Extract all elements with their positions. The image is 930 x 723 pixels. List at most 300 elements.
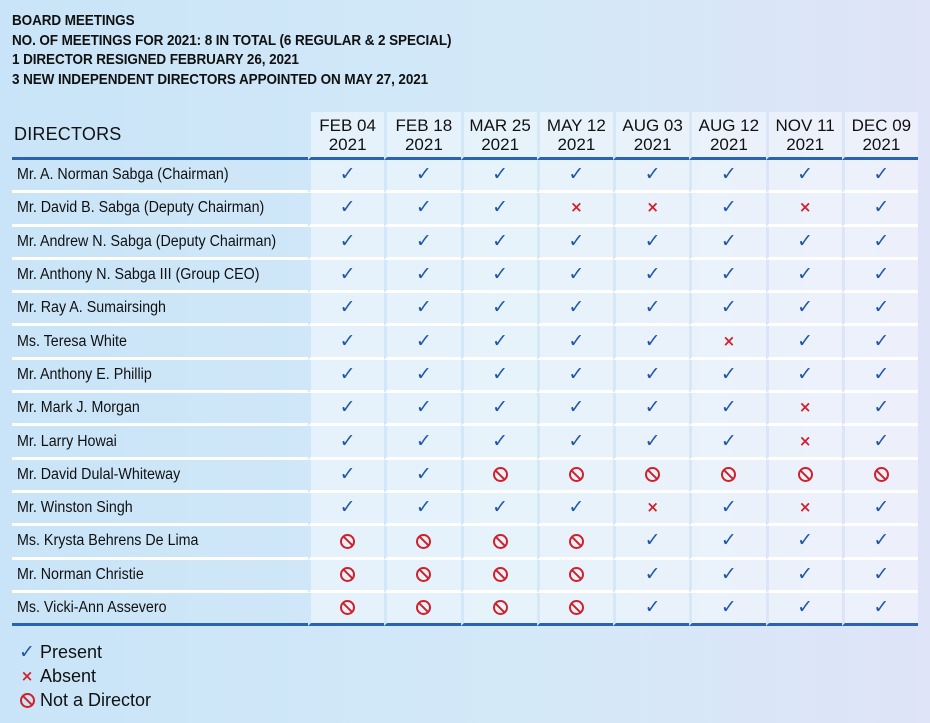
- director-name-cell: [12, 593, 308, 626]
- director-name-cell: [12, 460, 308, 493]
- check-icon: ✓: [644, 396, 661, 419]
- attendance-cell: [308, 526, 384, 559]
- meeting-year: 2021: [786, 134, 825, 154]
- attendance-cell: [308, 160, 384, 193]
- check-icon: ✓: [797, 562, 814, 585]
- check-icon: ✓: [568, 429, 585, 452]
- table-row: [12, 293, 918, 326]
- director-name-cell: [12, 326, 308, 359]
- check-icon: ✓: [492, 429, 509, 452]
- meeting-year: 2021: [328, 134, 367, 154]
- check-icon: ✓: [720, 163, 737, 186]
- check-icon: ✓: [720, 196, 737, 219]
- attendance-cell: [461, 193, 537, 226]
- attendance-cell: [461, 360, 537, 393]
- check-icon: ✓: [644, 362, 661, 385]
- meeting-year: 2021: [557, 134, 596, 154]
- attendance-cell: [689, 460, 765, 493]
- attendance-cell: [766, 560, 842, 593]
- attendance-cell: [537, 160, 613, 193]
- check-icon: ✓: [339, 196, 356, 219]
- meeting-year: 2021: [404, 134, 443, 154]
- legend-label: Absent: [40, 665, 97, 686]
- prohibited-icon: [493, 600, 508, 615]
- attendance-cell: [689, 393, 765, 426]
- check-icon: ✓: [415, 163, 432, 186]
- attendance-cell: [308, 460, 384, 493]
- director-name: Mr. David Dulal-Whiteway: [17, 465, 181, 483]
- cross-icon: ×: [20, 666, 34, 685]
- check-icon: ✓: [644, 596, 661, 618]
- cross-icon: ×: [722, 331, 736, 350]
- attendance-cell: [384, 493, 460, 526]
- attendance-cell: [537, 227, 613, 260]
- check-icon: ✓: [568, 329, 585, 352]
- check-icon: ✓: [415, 196, 432, 219]
- check-icon: ✓: [644, 229, 661, 252]
- check-icon: ✓: [644, 329, 661, 352]
- cross-icon: ×: [570, 198, 583, 217]
- prohibited-icon: [721, 467, 736, 482]
- table-row: [12, 560, 918, 593]
- meeting-column-header: [689, 112, 765, 160]
- check-icon: ✓: [415, 362, 432, 385]
- attendance-cell: [613, 560, 689, 593]
- meeting-year: 2021: [481, 134, 520, 154]
- attendance-cell: [766, 160, 842, 193]
- prohibited-icon: [645, 467, 660, 482]
- attendance-cell: [766, 193, 842, 226]
- check-icon: ✓: [415, 462, 432, 485]
- attendance-cell: [384, 193, 460, 226]
- prohibited-icon: [569, 567, 584, 582]
- prohibited-icon: [493, 567, 508, 582]
- attendance-cell: [384, 393, 460, 426]
- check-icon: ✓: [492, 163, 509, 186]
- check-icon: ✓: [568, 396, 585, 419]
- check-icon: ✓: [720, 229, 737, 252]
- meeting-column-header: [537, 112, 613, 160]
- check-icon: ✓: [720, 529, 737, 552]
- prohibited-icon: [340, 534, 355, 549]
- table-row: [12, 493, 918, 526]
- attendance-cell: [537, 193, 613, 226]
- attendance-cell: [384, 360, 460, 393]
- check-icon: ✓: [492, 263, 509, 286]
- meeting-year: 2021: [709, 134, 748, 154]
- attendance-cell: [766, 260, 842, 293]
- attendance-cell: [613, 193, 689, 226]
- attendance-cell: [766, 493, 842, 526]
- check-icon: ✓: [568, 496, 585, 519]
- cross-icon: ×: [798, 498, 812, 517]
- attendance-cell: [537, 526, 613, 559]
- attendance-cell: [537, 393, 613, 426]
- attendance-cell: [766, 426, 842, 459]
- attendance-cell: [537, 460, 613, 493]
- director-name-cell: [12, 560, 308, 593]
- attendance-cell: [384, 260, 460, 293]
- attendance-cell: [842, 493, 918, 526]
- attendance-cell: [461, 426, 537, 459]
- check-icon: ✓: [873, 562, 890, 585]
- attendance-cell: [537, 293, 613, 326]
- check-icon: ✓: [492, 196, 509, 219]
- check-icon: ✓: [568, 263, 585, 286]
- attendance-cell: [613, 460, 689, 493]
- attendance-cell: [766, 360, 842, 393]
- meeting-date: AUG 12: [698, 115, 760, 135]
- cross-icon: ×: [798, 398, 812, 417]
- director-name: Mr. Norman Christie: [17, 565, 144, 583]
- attendance-cell: [689, 326, 765, 359]
- check-icon: ✓: [720, 396, 737, 419]
- attendance-cell: [766, 293, 842, 326]
- check-icon: ✓: [492, 396, 509, 419]
- check-icon: ✓: [568, 163, 585, 186]
- prohibited-icon: [416, 534, 431, 549]
- legend-symbol: [16, 693, 38, 708]
- director-name: Ms. Teresa White: [17, 332, 127, 350]
- attendance-cell: [537, 360, 613, 393]
- attendance-cell: [842, 227, 918, 260]
- attendance-cell: [613, 227, 689, 260]
- prohibited-icon: [340, 567, 355, 582]
- check-icon: ✓: [720, 362, 737, 385]
- attendance-cell: [689, 560, 765, 593]
- attendance-cell: [461, 260, 537, 293]
- attendance-cell: [308, 393, 384, 426]
- cross-icon: ×: [646, 198, 659, 217]
- check-icon: ✓: [873, 196, 890, 219]
- check-icon: ✓: [339, 329, 356, 352]
- attendance-table-container: [12, 112, 918, 626]
- attendance-cell: [308, 593, 384, 626]
- director-name: Ms. Vicki-Ann Assevero: [17, 599, 167, 616]
- attendance-cell: [308, 293, 384, 326]
- attendance-cell: [537, 560, 613, 593]
- attendance-cell: [384, 460, 460, 493]
- check-icon: ✓: [339, 496, 356, 519]
- table-row: [12, 193, 918, 226]
- attendance-cell: [308, 426, 384, 459]
- prohibited-icon: [569, 467, 584, 482]
- meeting-column-header: [842, 112, 918, 160]
- attendance-cell: [461, 293, 537, 326]
- check-icon: ✓: [339, 462, 356, 485]
- check-icon: ✓: [415, 429, 432, 452]
- check-icon: ✓: [644, 562, 661, 585]
- attendance-cell: [766, 526, 842, 559]
- check-icon: ✓: [797, 529, 814, 552]
- heading-resignation-note: 1 DIRECTOR RESIGNED FEBRUARY 26, 2021: [12, 51, 299, 68]
- attendance-cell: [842, 593, 918, 626]
- check-icon: ✓: [492, 496, 509, 519]
- table-row: [12, 593, 918, 626]
- check-icon: ✓: [415, 496, 432, 519]
- director-name-cell: [12, 526, 308, 559]
- attendance-cell: [613, 426, 689, 459]
- prohibited-icon: [874, 467, 889, 482]
- attendance-cell: [842, 426, 918, 459]
- table-row: [12, 360, 918, 393]
- attendance-cell: [384, 426, 460, 459]
- check-icon: ✓: [644, 296, 661, 319]
- attendance-cell: [461, 460, 537, 493]
- check-icon: ✓: [492, 329, 509, 352]
- legend-label: Present: [40, 641, 103, 662]
- check-icon: ✓: [720, 596, 737, 618]
- check-icon: ✓: [415, 396, 432, 419]
- check-icon: ✓: [339, 396, 356, 419]
- attendance-cell: [461, 160, 537, 193]
- attendance-cell: [842, 260, 918, 293]
- director-name-cell: [12, 193, 308, 226]
- check-icon: ✓: [873, 163, 890, 186]
- attendance-cell: [766, 227, 842, 260]
- director-name: Ms. Krysta Behrens De Lima: [17, 532, 199, 550]
- check-icon: ✓: [720, 496, 737, 519]
- check-icon: ✓: [339, 163, 356, 186]
- attendance-cell: [384, 227, 460, 260]
- attendance-cell: [613, 360, 689, 393]
- meeting-column-header: [461, 112, 537, 160]
- attendance-cell: [461, 493, 537, 526]
- director-name-cell: [12, 227, 308, 260]
- meeting-year: 2021: [633, 134, 672, 154]
- check-icon: ✓: [415, 296, 432, 319]
- check-icon: ✓: [873, 329, 890, 352]
- director-name: Mr. Ray A. Sumairsingh: [17, 299, 166, 317]
- table-body: [12, 160, 918, 626]
- check-icon: ✓: [644, 529, 661, 552]
- report-heading: [12, 11, 500, 89]
- attendance-cell: [537, 426, 613, 459]
- attendance-cell: [766, 460, 842, 493]
- director-name-cell: [12, 426, 308, 459]
- legend-symbol: [16, 640, 38, 663]
- heading-title: BOARD MEETINGS: [12, 12, 135, 29]
- check-icon: ✓: [568, 229, 585, 252]
- prohibited-icon: [569, 600, 584, 615]
- legend-label: Not a Director: [40, 689, 152, 710]
- meeting-column-header: [384, 112, 460, 160]
- attendance-cell: [308, 227, 384, 260]
- check-icon: ✓: [720, 263, 737, 286]
- attendance-cell: [766, 593, 842, 626]
- attendance-cell: [689, 227, 765, 260]
- meeting-date: NOV 11: [775, 115, 835, 135]
- check-icon: ✓: [797, 296, 814, 319]
- check-icon: ✓: [797, 329, 814, 352]
- prohibited-icon: [416, 567, 431, 582]
- check-icon: ✓: [873, 296, 890, 319]
- meeting-year: 2021: [862, 134, 901, 154]
- attendance-cell: [461, 593, 537, 626]
- attendance-cell: [461, 560, 537, 593]
- check-icon: ✓: [339, 362, 356, 385]
- check-icon: ✓: [492, 229, 509, 252]
- director-name-cell: [12, 260, 308, 293]
- check-icon: ✓: [492, 296, 509, 319]
- check-icon: ✓: [873, 229, 890, 252]
- attendance-cell: [613, 326, 689, 359]
- attendance-cell: [689, 260, 765, 293]
- attendance-cell: [308, 360, 384, 393]
- attendance-cell: [613, 393, 689, 426]
- check-icon: ✓: [19, 640, 35, 663]
- attendance-cell: [613, 526, 689, 559]
- attendance-cell: [384, 526, 460, 559]
- meeting-column-header: [766, 112, 842, 160]
- attendance-cell: [766, 326, 842, 359]
- attendance-cell: [689, 193, 765, 226]
- director-name: Mr. David B. Sabga (Deputy Chairman): [17, 199, 265, 217]
- attendance-cell: [384, 326, 460, 359]
- meeting-date: AUG 03: [622, 115, 683, 135]
- check-icon: ✓: [873, 362, 890, 385]
- table-row: [12, 326, 918, 359]
- check-icon: ✓: [568, 296, 585, 319]
- director-name: Mr. Andrew N. Sabga (Deputy Chairman): [17, 232, 277, 250]
- check-icon: ✓: [339, 429, 356, 452]
- prohibited-icon: [493, 467, 508, 482]
- director-name: Mr. Winston Singh: [17, 499, 133, 517]
- check-icon: ✓: [873, 263, 890, 286]
- heading-appointment-note: 3 NEW INDEPENDENT DIRECTORS APPOINTED ON MAY 27, 2021: [12, 70, 429, 88]
- attendance-cell: [689, 293, 765, 326]
- check-icon: ✓: [644, 429, 661, 452]
- attendance-cell: [613, 593, 689, 626]
- check-icon: ✓: [873, 529, 890, 552]
- attendance-cell: [689, 526, 765, 559]
- check-icon: ✓: [873, 429, 890, 452]
- director-name-cell: [12, 393, 308, 426]
- attendance-cell: [842, 193, 918, 226]
- check-icon: ✓: [415, 329, 432, 352]
- check-icon: ✓: [873, 496, 890, 519]
- attendance-cell: [842, 360, 918, 393]
- attendance-cell: [384, 593, 460, 626]
- cross-icon: ×: [646, 498, 659, 517]
- attendance-cell: [689, 426, 765, 459]
- director-name-cell: [12, 293, 308, 326]
- attendance-cell: [689, 160, 765, 193]
- prohibited-icon: [416, 600, 431, 615]
- meeting-date: FEB 18: [395, 115, 453, 135]
- attendance-cell: [537, 493, 613, 526]
- meeting-date: FEB 04: [319, 115, 376, 135]
- legend-symbol: [16, 666, 38, 685]
- prohibited-icon: [20, 693, 35, 708]
- attendance-cell: [842, 460, 918, 493]
- attendance-cell: [689, 360, 765, 393]
- check-icon: ✓: [492, 362, 509, 385]
- director-name: Mr. A. Norman Sabga (Chairman): [17, 166, 229, 184]
- meeting-date: DEC 09: [851, 115, 912, 135]
- check-icon: ✓: [644, 163, 661, 186]
- attendance-cell: [384, 293, 460, 326]
- check-icon: ✓: [339, 263, 356, 286]
- attendance-cell: [842, 393, 918, 426]
- prohibited-icon: [798, 467, 813, 482]
- attendance-cell: [613, 293, 689, 326]
- table-row: [12, 227, 918, 260]
- check-icon: ✓: [797, 163, 814, 186]
- attendance-cell: [842, 160, 918, 193]
- check-icon: ✓: [797, 263, 814, 286]
- attendance-cell: [689, 493, 765, 526]
- director-name-cell: [12, 360, 308, 393]
- attendance-cell: [384, 160, 460, 193]
- table-row: [12, 426, 918, 459]
- check-icon: ✓: [873, 396, 890, 419]
- check-icon: ✓: [720, 296, 737, 319]
- attendance-cell: [308, 493, 384, 526]
- attendance-cell: [308, 193, 384, 226]
- cross-icon: ×: [798, 431, 812, 450]
- check-icon: ✓: [720, 429, 737, 452]
- directors-column-header: DIRECTORS: [12, 112, 308, 160]
- attendance-cell: [613, 160, 689, 193]
- prohibited-icon: [493, 534, 508, 549]
- check-icon: ✓: [415, 229, 432, 252]
- attendance-table: [12, 112, 918, 626]
- attendance-cell: [537, 260, 613, 293]
- attendance-cell: [842, 326, 918, 359]
- director-name-cell: [12, 160, 308, 193]
- prohibited-icon: [340, 600, 355, 615]
- attendance-cell: [384, 560, 460, 593]
- director-name: Mr. Anthony N. Sabga III (Group CEO): [17, 266, 260, 284]
- legend-item: [16, 664, 151, 688]
- attendance-cell: [537, 326, 613, 359]
- director-name: Mr. Anthony E. Phillip: [17, 365, 152, 383]
- check-icon: ✓: [568, 362, 585, 385]
- attendance-cell: [308, 260, 384, 293]
- director-name: Mr. Larry Howai: [17, 432, 117, 450]
- check-icon: ✓: [415, 263, 432, 286]
- attendance-cell: [461, 526, 537, 559]
- heading-meeting-count: NO. OF MEETINGS FOR 2021: 8 IN TOTAL (6 REGULAR & 2 SPECIAL): [12, 31, 452, 49]
- table-row: [12, 393, 918, 426]
- cross-icon: ×: [798, 198, 812, 217]
- director-name: Mr. Mark J. Morgan: [17, 399, 140, 417]
- legend-item: [16, 688, 151, 712]
- attendance-cell: [842, 560, 918, 593]
- director-name-cell: [12, 493, 308, 526]
- attendance-cell: [689, 593, 765, 626]
- attendance-cell: [613, 260, 689, 293]
- attendance-cell: [308, 560, 384, 593]
- check-icon: ✓: [339, 296, 356, 319]
- check-icon: ✓: [873, 596, 890, 618]
- attendance-cell: [461, 227, 537, 260]
- check-icon: ✓: [797, 229, 814, 252]
- check-icon: ✓: [797, 362, 814, 385]
- meeting-column-header: [613, 112, 689, 160]
- check-icon: ✓: [339, 229, 356, 252]
- attendance-cell: [537, 593, 613, 626]
- table-row: [12, 460, 918, 493]
- attendance-cell: [766, 393, 842, 426]
- attendance-cell: [842, 526, 918, 559]
- prohibited-icon: [569, 534, 584, 549]
- attendance-cell: [613, 493, 689, 526]
- check-icon: ✓: [644, 263, 661, 286]
- meeting-column-header: [308, 112, 384, 160]
- attendance-legend: [16, 640, 151, 712]
